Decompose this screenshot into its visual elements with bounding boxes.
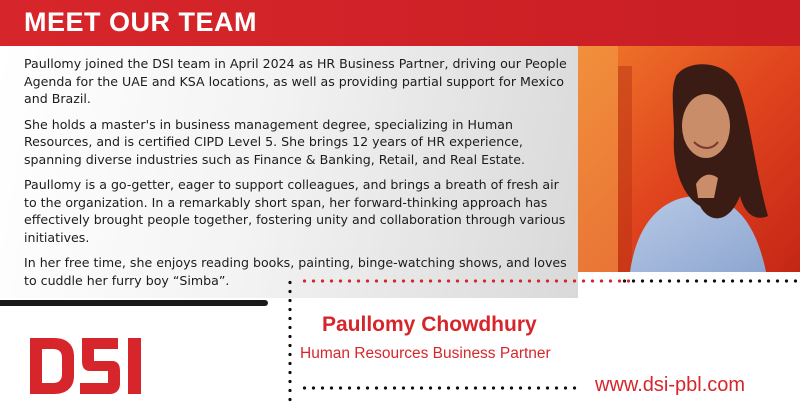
- bio-paragraph: Paullomy joined the DSI team in April 2024 as HR Business Partner, driving our People Agenda for the UAE and KSA locations, as well as providing partial support for Mexico and Brazil.: [24, 56, 567, 106]
- bio-text: [24, 55, 569, 297]
- decorative-dots-red: [300, 279, 630, 283]
- bio-paragraph: Paullomy is a go-getter, eager to support colleagues, and brings a breath of fresh air to the organization. In a remarkably short span, her forward-thinking approach has effectively brought people together, fostering unity and collaboration through various initiatives.: [24, 177, 566, 245]
- bio-paragraph: In her free time, she enjoys reading books, painting, binge-watching shows, and loves to cuddle her furry boy “Simba”.: [24, 255, 567, 288]
- decorative-dots-vertical: [288, 278, 292, 406]
- bio-paragraph: She holds a master's in business management degree, specializing in Human Resources, and is certified CIPD Level 5. She brings 12 years of HR experience, spanning diverse industries such as Finance & Banking, Retail, and Real Estate.: [24, 116, 526, 167]
- decorative-dots-bottom: [300, 386, 580, 390]
- decorative-dots-black: [620, 279, 800, 283]
- profile-photo: [578, 46, 800, 272]
- employee-name: Paullomy Chowdhury: [322, 313, 537, 336]
- dsi-logo: [30, 338, 145, 394]
- page-title: MEET OUR TEAM: [24, 7, 257, 37]
- website-link[interactable]: www.dsi-pbl.com: [595, 374, 746, 396]
- header-banner: [0, 0, 800, 46]
- divider: [0, 300, 268, 306]
- employee-role: Human Resources Business Partner: [300, 345, 551, 362]
